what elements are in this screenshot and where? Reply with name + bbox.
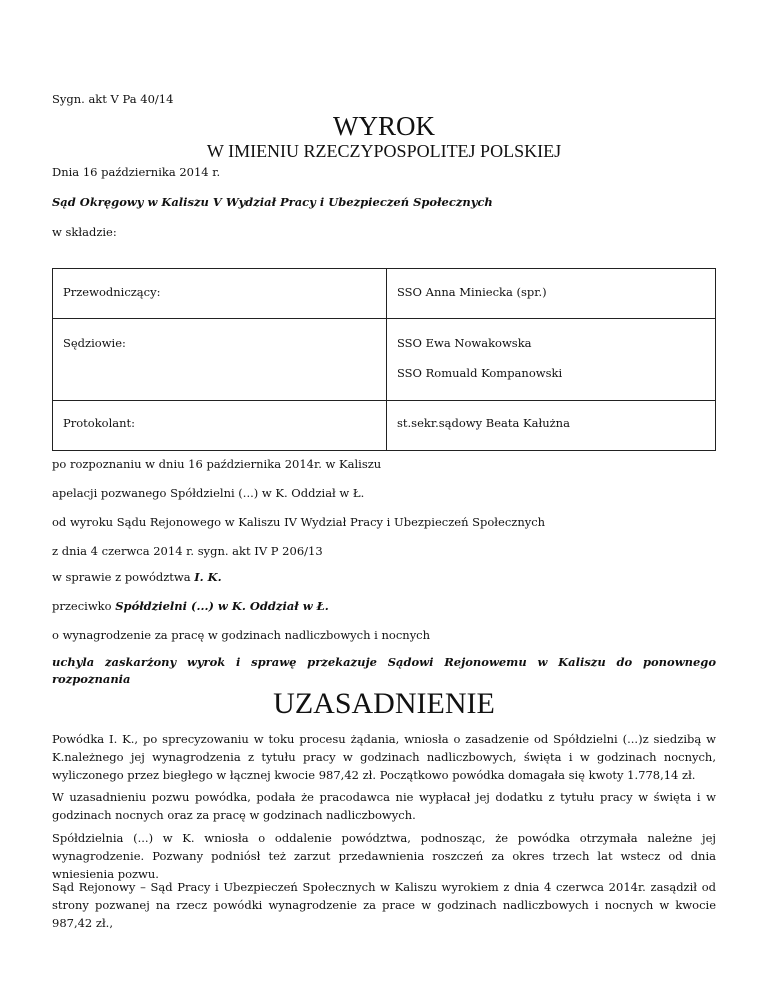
- judgment-date: Dnia 16 października 2014 r.: [52, 165, 221, 179]
- judges-label: Sędziowie:: [53, 319, 387, 401]
- court-name: Sąd Okręgowy w Kaliszu V Wydział Pracy i Ubezpieczeń Społecznych: [52, 195, 493, 209]
- ruling-line-2: apelacji pozwanego Spółdzielni (...) w K. Oddział w Ł.: [52, 486, 365, 500]
- justification-paragraph-3: Spółdzielnia (...) w K. wniosła o oddalenie powództwa, podnosząc, że powódka otrzymała należne jej wynagrodzenie. Pozwany podniósł też zarzut przedawnienia roszczeń za okres trzech lat wstecz od dnia wniesienia pozwu.: [52, 831, 716, 881]
- plaintiff-name: I. K.: [194, 570, 222, 584]
- court-composition-table: [52, 268, 716, 451]
- ruling-line-5: [52, 568, 716, 586]
- ruling-line-4: z dnia 4 czerwca 2014 r. sygn. akt IV P 206/13: [52, 544, 323, 558]
- court-decision: uchyla zaskarżony wyrok i sprawę przekazuje Sądowi Rejonowemu w Kaliszu do ponownego rozpoznania: [52, 655, 716, 686]
- ruling-line-1: po rozpoznaniu w dniu 16 października 2014r. w Kaliszu: [52, 457, 382, 471]
- ruling-line-6: [52, 597, 716, 615]
- ruling-line-3: od wyroku Sądu Rejonowego w Kaliszu IV Wydział Pracy i Ubezpieczeń Społecznych: [52, 515, 546, 529]
- chair-label: Przewodniczący:: [53, 269, 387, 319]
- judge-2: SSO Romuald Kompanowski: [397, 366, 563, 380]
- case-reference: Sygn. akt V Pa 40/14: [52, 92, 174, 106]
- composition-intro: w składzie:: [52, 225, 117, 239]
- defendant-name: Spółdzielni (...) w K. Oddział w Ł.: [115, 599, 329, 613]
- chair-value: SSO Anna Miniecka (spr.): [387, 269, 716, 319]
- judge-1: SSO Ewa Nowakowska: [397, 336, 532, 350]
- ruling-line-7: o wynagrodzenie za pracę w godzinach nadliczbowych i nocnych: [52, 628, 431, 642]
- clerk-value: st.sekr.sądowy Beata Kałużna: [397, 416, 570, 430]
- clerk-label: Protokolant:: [53, 401, 387, 451]
- justification-paragraph-1: Powódka I. K., po sprecyzowaniu w toku procesu żądania, wniosła o zasadzenie od Spółdzielni (...)z siedzibą w K.należnego jej wynagrodzenia z tytułu pracy w godzinach nadliczbowych, święta i w godzinach nocnych, wyliczonego przez biegłego w łącznej kwocie 987,42 zł. Początkowo powódka domagała się kwoty 1.778,14 zł.: [52, 732, 716, 782]
- justification-paragraph-2: W uzasadnieniu pozwu powódka, podała że pracodawca nie wypłacał jej dodatku z tytułu pracy w święta i w godzinach nocnych oraz za pracę w godzinach nadliczbowych.: [52, 790, 716, 822]
- justification-heading: UZASADNIENIE: [273, 687, 495, 720]
- ruling-line-6-prefix: przeciwko: [52, 599, 116, 613]
- document-subtitle: W IMIENIU RZECZYPOSPOLITEJ POLSKIEJ: [206, 141, 562, 161]
- justification-paragraph-4: Sąd Rejonowy – Sąd Pracy i Ubezpieczeń Społecznych w Kaliszu wyrokiem z dnia 4 czerwca 2014r. zasądził od strony pozwanej na rzecz powódki wynagrodzenie za prace w godzinach nadliczbowych i nocnych w kwocie 987,42 zł.,: [52, 880, 716, 930]
- document-title: WYROK: [333, 111, 435, 141]
- ruling-line-5-prefix: w sprawie z powództwa: [52, 570, 195, 584]
